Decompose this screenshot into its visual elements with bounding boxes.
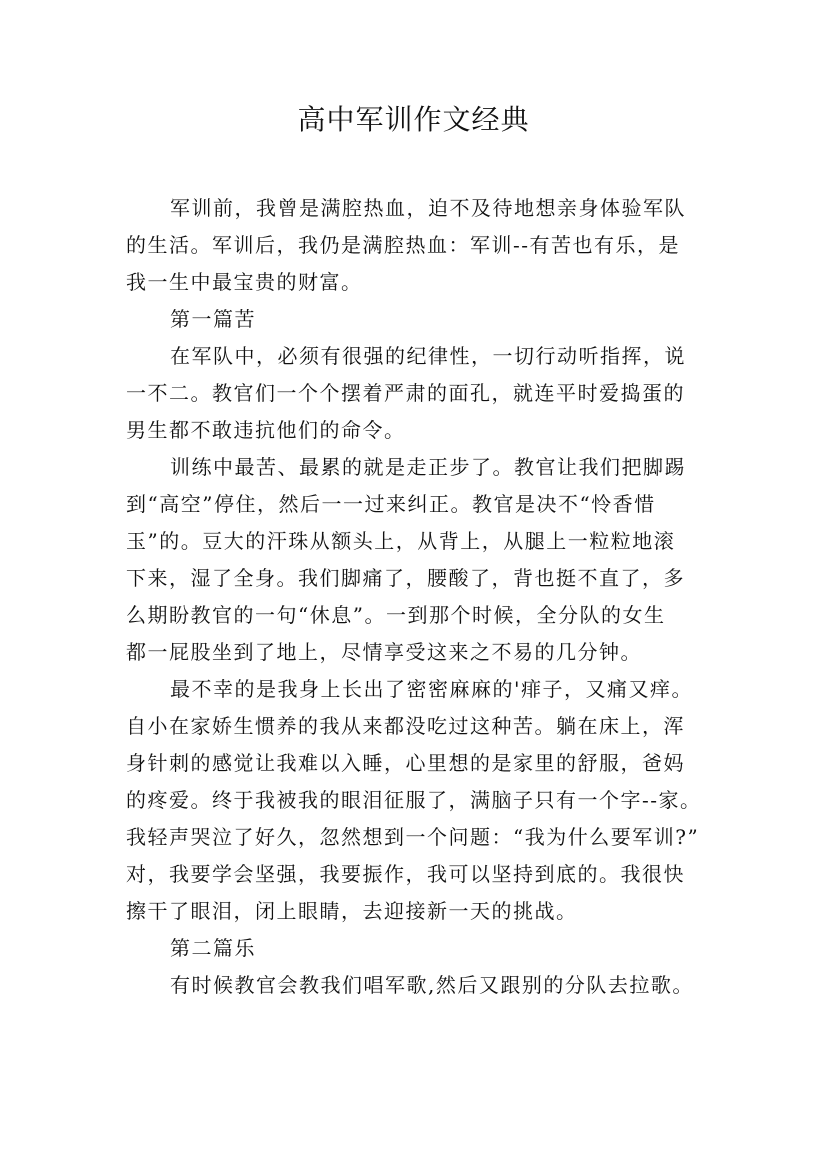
paragraph-line: 对，我要学会坚强，我要振作，我可以坚持到底的。我很快	[126, 862, 685, 886]
paragraph-line: 么期盼教官的一句“休息”。一到那个时候，全分队的女生	[126, 603, 666, 627]
paragraph-line: 自小在家娇生惯养的我从来都没吃过这种苦。躺在床上，浑	[126, 714, 685, 738]
paragraph-line: 的疼爱。终于我被我的眼泪征服了，满脑子只有一个字--家。	[126, 788, 702, 812]
paragraph-line: 一不二。教官们一个个摆着严肃的面孔，就连平时爱捣蛋的	[126, 381, 685, 405]
paragraph-line: 的生活。军训后，我仍是满腔热血：军训--有苦也有乐，是	[126, 233, 681, 257]
section-heading: 第二篇乐	[170, 936, 256, 960]
paragraph-line: 我一生中最宝贵的财富。	[126, 270, 363, 294]
paragraph-line: 在军队中，必须有很强的纪律性，一切行动听指挥，说	[170, 344, 686, 368]
paragraph-line: 有时候教官会教我们唱军歌,然后又跟别的分队去拉歌。	[170, 973, 694, 997]
paragraph-line: 都一屁股坐到了地上，尽情享受这来之不易的几分钟。	[126, 640, 642, 664]
paragraph-line: 玉”的。豆大的汗珠从额头上，从背上，从腿上一粒粒地滚	[126, 529, 676, 553]
paragraph-line: 训练中最苦、最累的就是走正步了。教官让我们把脚踢	[170, 455, 686, 479]
document-title: 高中军训作文经典	[297, 103, 530, 136]
paragraph-line: 身针刺的感觉让我难以入睡，心里想的是家里的舒服，爸妈	[126, 751, 685, 775]
paragraph-line: 最不幸的是我身上长出了密密麻麻的'痱子，又痛又痒。	[170, 677, 693, 701]
paragraph-line: 我轻声哭泣了好久，忽然想到一个问题：“我为什么要军训?”	[126, 825, 700, 849]
paragraph-line: 下来，湿了全身。我们脚痛了，腰酸了，背也挺不直了，多	[126, 566, 685, 590]
paragraph-line: 擦干了眼泪，闭上眼睛，去迎接新一天的挑战。	[126, 899, 578, 923]
paragraph-line: 到“高空”停住，然后一一过来纠正。教官是决不“怜香惜	[126, 492, 656, 516]
paragraph-line: 军训前，我曾是满腔热血，迫不及待地想亲身体验军队	[170, 196, 686, 220]
paragraph-line: 男生都不敢违抗他们的命令。	[126, 418, 406, 442]
section-heading: 第一篇苦	[170, 307, 256, 331]
document-body	[126, 190, 706, 1004]
